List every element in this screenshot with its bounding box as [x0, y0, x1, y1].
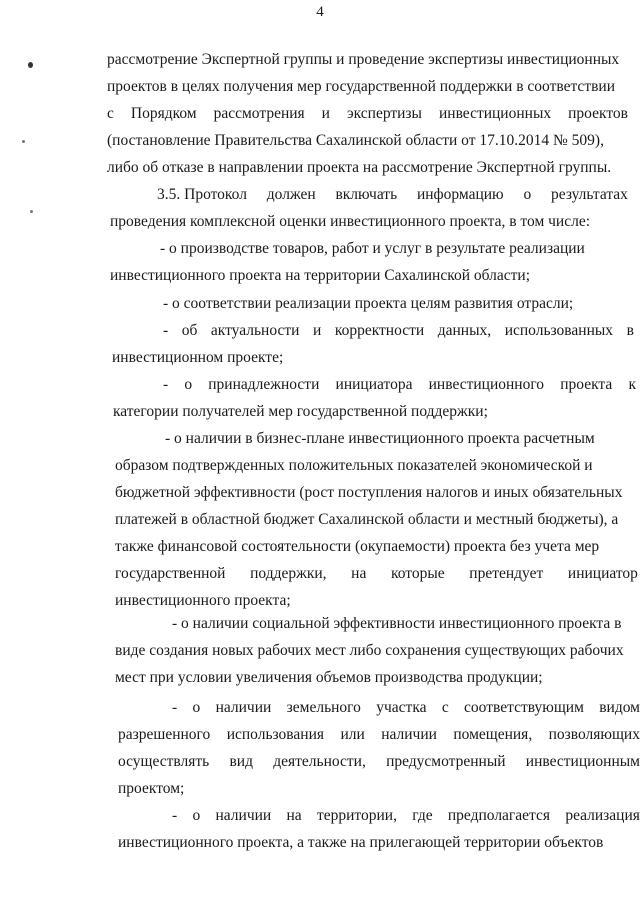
text-segment: проектом; [118, 780, 185, 797]
text-line [107, 77, 615, 97]
text-segment: проекта [560, 376, 613, 393]
text-segment: помещения, [453, 726, 533, 743]
text-segment: образом подтвержденных положительных показателей экономической и [115, 457, 593, 474]
text-segment: - о производстве товаров, работ и услуг в результате реализации [160, 240, 585, 257]
text-segment: включать [335, 186, 398, 203]
text-segment: информацию [416, 186, 504, 203]
text-line [112, 348, 283, 368]
text-segment: претендует [469, 565, 544, 582]
scan-speck [22, 140, 25, 143]
text-segment: инвестиционном проекте; [112, 349, 284, 366]
text-segment: о [184, 376, 193, 393]
text-segment: проектов в целях получения мер государственной поддержки в соответствии [107, 78, 615, 95]
text-line [110, 266, 530, 286]
text-segment: - [163, 322, 169, 339]
text-segment: экспертизы [346, 105, 422, 122]
text-segment: на [286, 807, 302, 824]
text-line [172, 806, 640, 826]
text-segment: о [523, 186, 532, 203]
text-line [115, 510, 618, 530]
text-segment: в [626, 322, 634, 339]
text-segment: с [441, 699, 449, 716]
text-segment: инициатора [335, 376, 413, 393]
text-line [118, 725, 640, 745]
text-segment: и [312, 322, 322, 339]
text-line [115, 668, 543, 688]
text-segment: территории, [316, 807, 397, 824]
text-line [110, 212, 590, 232]
text-segment: где [412, 807, 433, 824]
text-segment: и [321, 105, 330, 122]
text-segment: позволяющих [548, 726, 640, 743]
text-line [115, 564, 638, 584]
text-segment: - [163, 376, 169, 393]
text-segment: к [628, 376, 636, 393]
text-segment: инвестиционным [525, 753, 640, 770]
text-line [163, 321, 634, 341]
text-line [118, 833, 603, 853]
text-segment: предполагается [447, 807, 551, 824]
text-segment: рассмотрение Экспертной группы и проведение экспертизы инвестиционных [107, 51, 620, 68]
text-segment: проведения комплексной оценки инвестиционного проекта, в том числе: [110, 213, 591, 230]
text-line [165, 429, 595, 449]
text-segment: наличии [215, 699, 272, 716]
text-line [113, 402, 488, 422]
text-line [118, 779, 184, 799]
text-segment: результатах [551, 186, 628, 203]
text-line [157, 185, 628, 205]
text-segment: которые [391, 565, 445, 582]
text-segment: использованных [504, 322, 614, 339]
text-segment: об [181, 322, 198, 339]
text-segment: - о наличии социальной эффективности инвестиционного проекта в [172, 615, 622, 632]
text-segment: разрешенного [118, 726, 211, 743]
text-line [172, 698, 640, 718]
text-line [107, 50, 619, 70]
text-segment: деятельности, [273, 753, 366, 770]
text-line [163, 375, 636, 395]
text-line [107, 131, 604, 151]
text-line [118, 752, 640, 772]
text-segment: - о соответствии реализации проекта целям развития отрасли; [163, 295, 574, 312]
text-segment: рассмотрения [213, 105, 305, 122]
text-segment: корректности [334, 322, 425, 339]
text-segment: бюджетной эффективности (рост поступления налогов и иных обязательных [115, 484, 623, 501]
text-segment: предусмотренный [386, 753, 506, 770]
text-segment: мест при условии увеличения объемов производства продукции; [115, 669, 543, 686]
text-line [115, 591, 291, 611]
text-segment: (постановление Правительства Сахалинской области от 17.10.2014 № 509), [107, 132, 604, 149]
text-segment: инвестиционного проекта; [115, 592, 291, 609]
text-line [107, 104, 628, 124]
text-segment: принадлежности [208, 376, 320, 393]
text-line [115, 483, 622, 503]
text-segment: соответствующим [464, 699, 584, 716]
text-segment: земельного [286, 699, 361, 716]
text-segment: реализация [565, 807, 640, 824]
text-segment: участка [376, 699, 427, 716]
page-number: 4 [316, 4, 324, 20]
text-segment: осуществлять [118, 753, 210, 770]
text-segment: либо об отказе в направлении проекта на рассмотрение Экспертной группы. [107, 159, 612, 176]
text-segment: вид [229, 753, 253, 770]
text-segment: или [340, 726, 365, 743]
text-segment: категории получателей мер государственной поддержки; [113, 403, 488, 420]
text-segment: с [107, 105, 114, 122]
text-line [115, 537, 599, 557]
text-line [172, 614, 621, 634]
text-segment: инициатор [567, 565, 638, 582]
text-line [160, 239, 585, 259]
text-segment: на [351, 565, 367, 582]
text-segment: наличии [215, 807, 272, 824]
text-segment: инвестиционного проекта на территории Сахалинской области; [110, 267, 531, 284]
text-segment: использования [226, 726, 325, 743]
text-segment: данных, [437, 322, 492, 339]
text-segment: инвестиционного [428, 376, 545, 393]
text-segment: о [192, 699, 201, 716]
text-segment: - о наличии в бизнес-плане инвестиционного проекта расчетным [165, 430, 595, 447]
text-segment: виде создания новых рабочих мест либо сохранения существующих рабочих [115, 642, 624, 659]
text-segment: видом [599, 699, 640, 716]
text-segment: поддержки, [250, 565, 327, 582]
text-segment: проектов [568, 105, 628, 122]
text-segment: государственной [115, 565, 226, 582]
text-line [163, 294, 573, 314]
text-line [115, 456, 593, 476]
text-line [107, 158, 611, 178]
text-segment: 3.5. Протокол [157, 186, 247, 203]
scan-speck [28, 62, 33, 68]
text-segment: - [172, 699, 178, 716]
text-segment: платежей в областной бюджет Сахалинской области и местный бюджеты), а [115, 511, 619, 528]
text-segment: Порядком [130, 105, 197, 122]
text-segment: должен [266, 186, 316, 203]
text-segment: - [172, 807, 178, 824]
scan-speck [30, 210, 33, 213]
text-segment: актуальности [210, 322, 300, 339]
text-segment: о [192, 807, 201, 824]
text-segment: инвестиционных [438, 105, 552, 122]
text-segment: инвестиционного проекта, а также на прилегающей территории объектов [118, 834, 604, 851]
text-segment: наличии [381, 726, 437, 743]
text-line [115, 641, 624, 661]
text-segment: также финансовой состоятельности (окупаемости) проекта без учета мер [115, 538, 600, 555]
